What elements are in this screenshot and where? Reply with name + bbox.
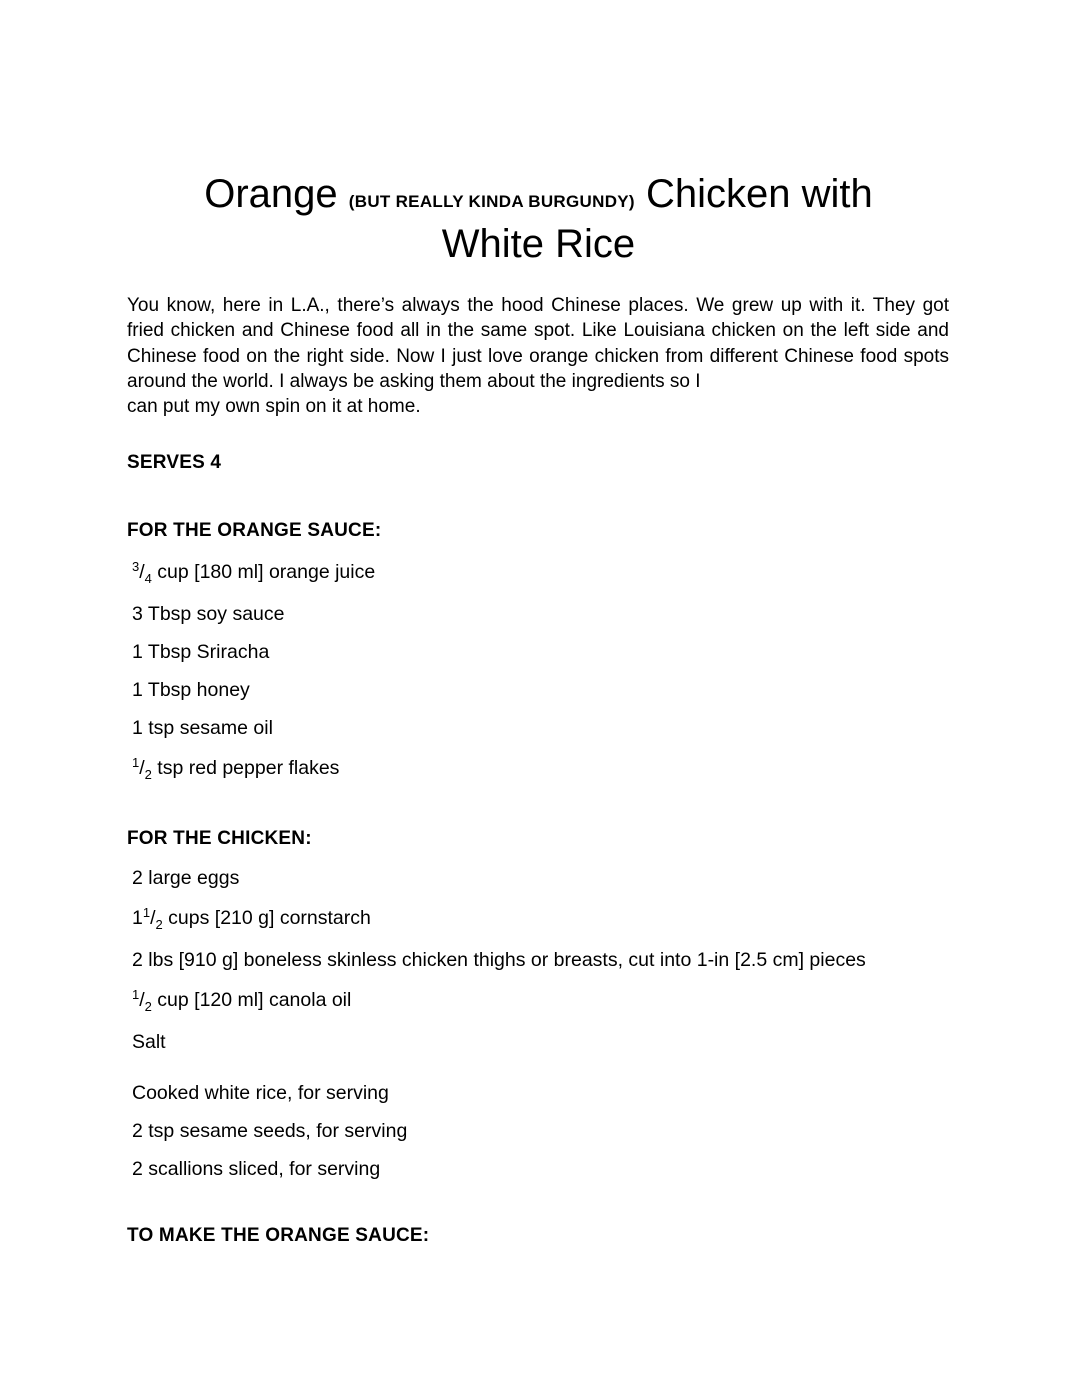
intro-paragraph-last-line: can put my own spin on it at home. (127, 396, 421, 417)
intro-paragraph: You know, here in L.A., there’s always the hood Chinese places. We grew up with it. They got fried chicken and Chinese food all in the same spot. Like Louisiana chicken on the left side and Chinese food on the right side. Now I just love orange chicken from different Chinese food spots around the world. I always be asking them about the ingredients so I (127, 295, 949, 392)
serving-item: 2 tsp sesame seeds, for serving (132, 1120, 408, 1142)
ingredient-item: 3 Tbsp soy sauce (132, 603, 285, 625)
serving-item: 2 scallions sliced, for serving (132, 1158, 381, 1180)
ingredient-item: $^1/_2$ cup [120 ml] canola oil (132, 987, 352, 1014)
serving-item: Cooked white rice, for serving (132, 1082, 389, 1104)
chicken-heading: FOR THE CHICKEN: (127, 828, 312, 849)
serves-heading: SERVES 4 (127, 452, 222, 473)
ingredient-item: 1 Tbsp honey (132, 679, 250, 701)
recipe-title-line-2: White Rice (441, 222, 636, 266)
ingredient-item: $1^1/_2$ cups [210 g] cornstarch (132, 905, 371, 932)
title-aside: (BUT REALLY KINDA BURGUNDY) (348, 192, 635, 211)
ingredient-item: 1 Tbsp Sriracha (132, 641, 270, 663)
ingredient-item: Salt (132, 1031, 166, 1053)
ingredient-item: $^1/_2$ tsp red pepper flakes (132, 755, 340, 782)
ingredient-item: 2 large eggs (132, 867, 240, 889)
method-heading: TO MAKE THE ORANGE SAUCE: (127, 1225, 430, 1246)
sauce-heading: FOR THE ORANGE SAUCE: (127, 520, 382, 541)
ingredient-item: 2 lbs [910 g] boneless skinless chicken thighs or breasts, cut into 1-in [2.5 cm] pieces (132, 949, 866, 971)
fraction: $^3/_4$ (132, 559, 152, 586)
title-main-text-continued: Chicken with (634, 172, 873, 216)
fraction: $^1/_2$ (142, 905, 163, 932)
ingredient-item: 1 tsp sesame oil (132, 717, 273, 739)
recipe-title-line-1 (0, 170, 1077, 226)
ingredient-item: $^3/_4$ cup [180 ml] orange juice (132, 559, 376, 586)
fraction: $^1/_2$ (132, 755, 152, 782)
fraction: $^1/_2$ (132, 987, 152, 1014)
title-main-text: Orange (204, 172, 349, 216)
